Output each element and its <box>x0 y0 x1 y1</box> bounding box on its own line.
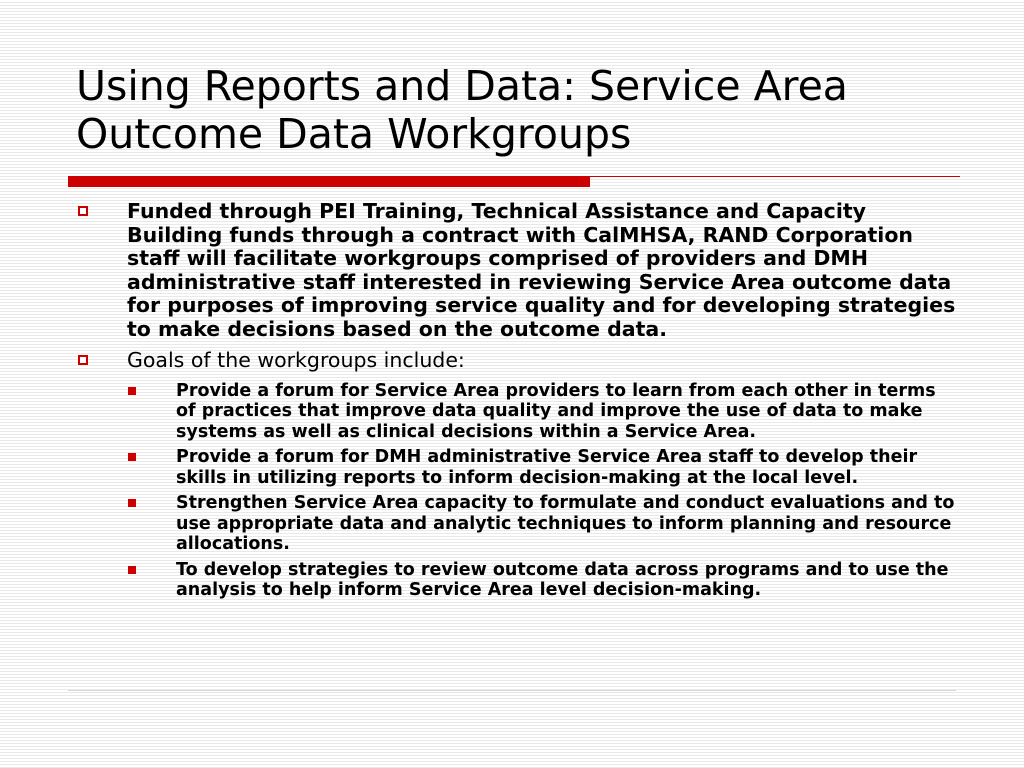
bullet-goals <box>76 349 956 373</box>
sub-bullet-text: Provide a forum for DMH administrative Service Area staff to develop their skills in utilizing reports to inform decision-making at the local level. <box>176 447 918 488</box>
sub-bullet-item <box>125 560 956 601</box>
filled-square-bullet-icon <box>128 499 136 507</box>
title-rule-thin <box>590 176 960 177</box>
sub-bullet-text: Provide a forum for Service Area providers to learn from each other in terms of practices that improve data quality and improve the use of data to make systems as well as clinical decisions within a Service Area. <box>176 380 936 442</box>
filled-square-bullet-icon <box>128 566 136 574</box>
filled-square-bullet-icon <box>128 453 136 461</box>
sub-bullet-text: To develop strategies to review outcome data across programs and to use the analysis to help inform Service Area level decision-making. <box>176 559 949 600</box>
bottom-rule <box>68 690 956 691</box>
bullet-funding <box>76 200 956 341</box>
hollow-square-bullet-icon <box>78 206 88 216</box>
bullet-funding-text: Funded through PEI Training, Technical Assistance and Capacity Building funds through a contract with CalMHSA, RAND Corporation staff will facilitate workgroups comprised of providers and DMH administrative staff interested in reviewing Service Area outcome data for purposes of improving service quality and for developing strategies to make decisions based on the outcome data. <box>127 199 956 341</box>
sub-bullet-item <box>125 447 956 488</box>
hollow-square-bullet-icon <box>78 355 88 365</box>
sub-bullet-item <box>125 493 956 555</box>
bullet-goals-text: Goals of the workgroups include: <box>127 348 465 372</box>
title-rule-thick <box>68 176 590 187</box>
sub-bullet-text: Strengthen Service Area capacity to formulate and conduct evaluations and to use appropriate data and analytic techniques to inform planning and resource allocations. <box>176 493 955 554</box>
goals-sublist <box>125 381 956 601</box>
sub-bullet-item <box>125 381 956 443</box>
slide-title: Using Reports and Data: Service Area Outcome Data Workgroups <box>76 62 848 158</box>
filled-square-bullet-icon <box>128 387 136 395</box>
slide-content <box>76 200 956 606</box>
